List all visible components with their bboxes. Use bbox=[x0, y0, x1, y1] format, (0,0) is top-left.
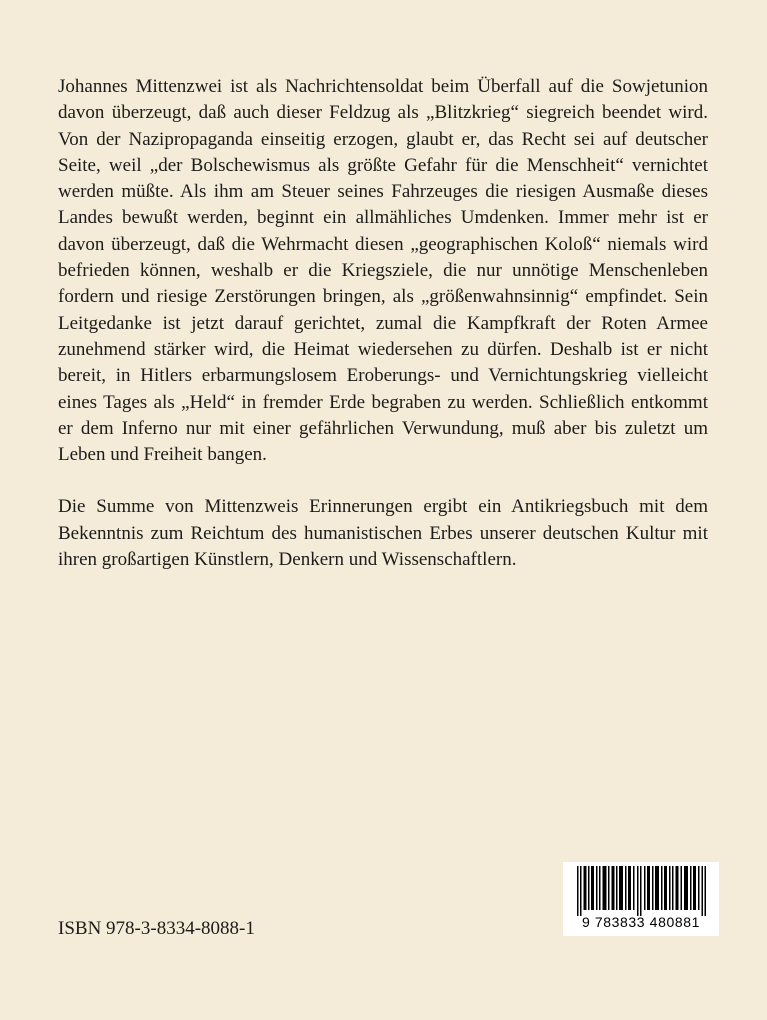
isbn-barcode bbox=[563, 862, 719, 936]
blurb-paragraph-1: Johannes Mittenzwei ist als Nachrichtensoldat beim Überfall auf die Sowjetunion davon überzeugt, daß auch dieser Feldzug als „Blitzkrieg“ siegreich beendet wird. Von der Nazipropaganda einseitig erzogen, glaubt er, das Recht sei auf deutscher Seite, weil „der Bolschewismus als größte Gefahr für die Menschheit“ vernichtet werden müßte. Als ihm am Steuer seines Fahrzeuges die riesigen Ausmaße dieses Landes bewußt werden, beginnt ein allmähliches Umdenken. Immer mehr ist er davon überzeugt, daß die Wehrmacht diesen „geographischen Koloß“ niemals wird befrieden können, weshalb er die Kriegsziele, die nur unnötige Menschenleben fordern und riesige Zerstörungen bringen, als „größenwahnsinnig“ empfindet. Sein Leitgedanke ist jetzt darauf gerichtet, zumal die Kampfkraft der Roten Armee zunehmend stärker wird, die Heimat wiedersehen zu dürfen. Deshalb ist er nicht bereit, in Hitlers erbarmungslosem Eroberungs- und Vernichtungskrieg vielleicht eines Tages als „Held“ in fremder Erde begraben zu werden. Schließlich entkommt er dem Inferno nur mit einer gefährlichen Verwundung, muß aber bis zuletzt um Leben und Freiheit bangen. bbox=[58, 76, 708, 466]
blurb-paragraph-2: Die Summe von Mittenzweis Erinnerungen ergibt ein Antikriegsbuch mit dem Bekenntnis zum Reichtum des humanistischen Erbes unserer deutschen Kultur mit ihren großartigen Künstlern, Denkern und Wissenschaftlern. bbox=[58, 496, 708, 571]
barcode-digits: 9 783833 480881 bbox=[582, 914, 700, 930]
isbn-number: ISBN 978-3-8334-8088-1 bbox=[58, 918, 255, 939]
barcode-bars-graphic bbox=[563, 862, 719, 916]
back-cover-blurb bbox=[58, 74, 708, 573]
